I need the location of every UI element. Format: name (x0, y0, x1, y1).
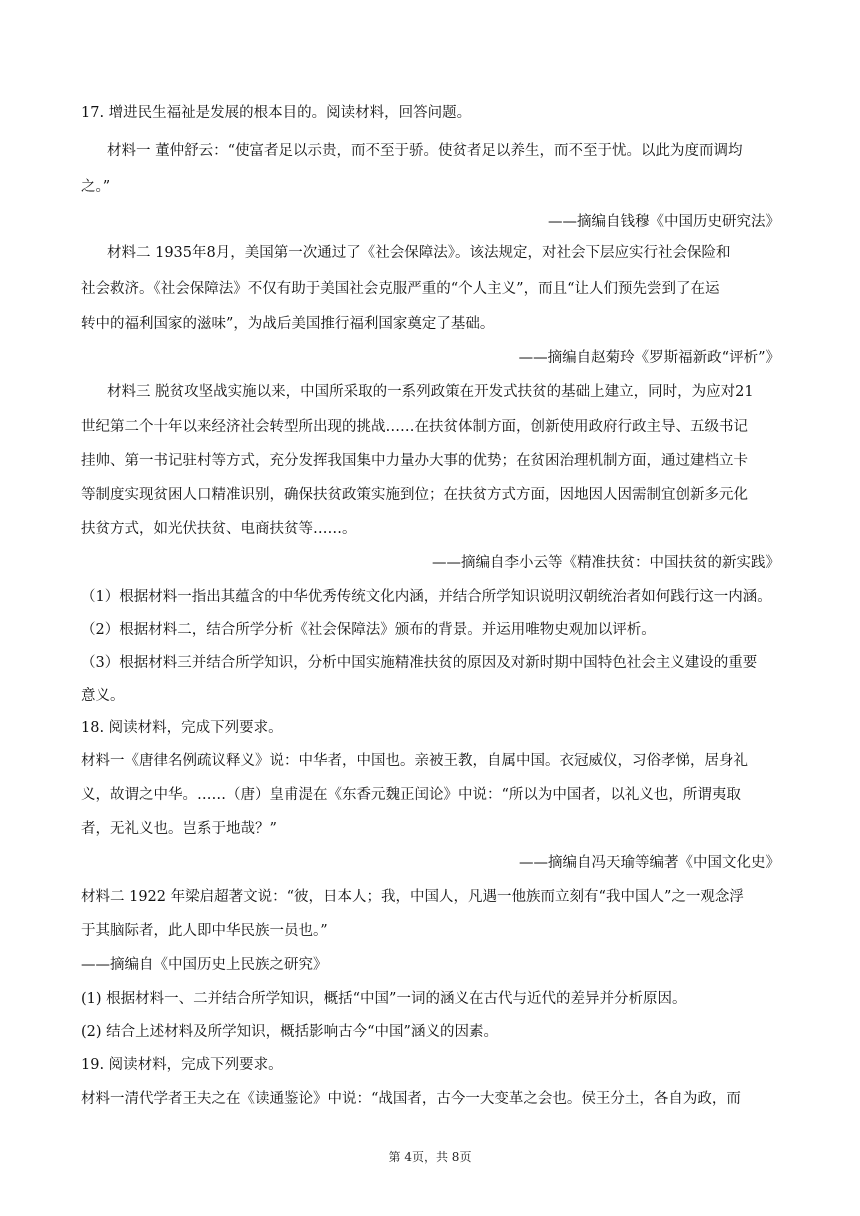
q18-stem: 18. 阅读材料，完成下列要求。 (81, 720, 283, 736)
q17-material2-line3: 转中的福利国家的滋味”，为战后美国推行福利国家奠定了基础。 (81, 316, 495, 332)
q17-stem: 17. 增进民生福祉是发展的根本目的。阅读材料，回答问题。 (81, 105, 472, 121)
q19-stem: 19. 阅读材料，完成下列要求。 (81, 1057, 283, 1073)
q18-material2-line1: 材料二 1922 年梁启超著文说：“彼，日本人；我，中国人，凡遇一他族而立刻有“我中国人”之一观念浮 (81, 889, 744, 905)
q17-material1-source: ——摘编自钱穆《中国历史研究法》 (548, 214, 780, 230)
q17-subquestion-2: （2）根据材料二，结合所学分析《社会保障法》颁布的背景。并运用唯物史观加以评析。 (81, 622, 656, 638)
q17-material2-source: ——摘编自赵菊玲《罗斯福新政“评析”》 (518, 350, 780, 366)
q17-material3-line1: 材料三 脱贫攻坚战实施以来，中国所采取的一系列政策在开发式扶贫的基础上建立，同时，为应对21 (107, 384, 754, 400)
q18-material2-source: ——摘编自《中国历史上民族之研究》 (81, 957, 328, 973)
q18-subquestion-1: (1) 根据材料一、二并结合所学知识，概括“中国”一词的涵义在古代与近代的差异并分析原因。 (81, 991, 687, 1007)
q18-material1-line2: 义，故谓之中华。……（唐）皇甫湜在《东香元魏正闰论》中说：“所以为中国者，以礼义也，所谓夷取 (81, 787, 741, 803)
q17-material3-line4: 等制度实现贫困人口精准识别，确保扶贫政策实施到位；在扶贫方式方面，因地因人因需制宜创新多元化 (81, 487, 748, 503)
q17-subquestion-1: （1）根据材料一指出其蕴含的中华优秀传统文化内涵，并结合所学知识说明汉朝统治者如何践行这一内涵。 (81, 589, 772, 605)
page-footer: 第 4页，共 8页 (388, 1150, 472, 1164)
q18-material1-source: ——摘编自冯天瑜等编著《中国文化史》 (519, 855, 780, 871)
q17-material2-line1: 材料二 1935年8月，美国第一次通过了《社会保障法》。该法规定，对社会下层应实行社会保险和 (107, 245, 731, 261)
q19-material1-line1: 材料一清代学者王夫之在《读通鉴论》中说：“战国者，古今一大变革之会也。侯王分土，各自为政，而 (81, 1091, 741, 1107)
q17-subquestion-3-line2: 意义。 (81, 688, 125, 704)
q17-material1-line2: 之。” (81, 179, 111, 195)
q18-material1-line1: 材料一《唐律名例疏议释义》说：中华者，中国也。亲被王教，自属中国。衣冠威仪，习俗孝悌，居身礼 (81, 753, 748, 769)
q17-material3-source: ——摘编自李小云等《精准扶贫：中国扶贫的新实践》 (432, 555, 780, 571)
q18-subquestion-2: (2) 结合上述材料及所学知识，概括影响古今“中国”涵义的因素。 (81, 1024, 498, 1040)
q17-material2-line2: 社会救济。《社会保障法》不仅有助于美国社会克服严重的“个人主义”，而且“让人们预先尝到了在运 (81, 281, 720, 297)
q18-material2-line2: 于其脑际者，此人即中华民族一员也。” (81, 923, 328, 939)
q18-material1-line3: 者，无礼义也。岂系于地哉？” (81, 821, 277, 837)
q17-subquestion-3-line1: （3）根据材料三并结合所学知识，分析中国实施精准扶贫的原因及对新时期中国特色社会主义建设的重要 (81, 655, 758, 671)
q17-material3-line3: 挂帅、第一书记驻村等方式，充分发挥我国集中力量办大事的优势；在贫困治理机制方面，通过建档立卡 (81, 453, 748, 469)
q17-material3-line5: 扶贫方式，如光伏扶贫、电商扶贫等……。 (81, 521, 357, 537)
q17-material1-line1: 材料一 董仲舒云：“使富者足以示贵，而不至于骄。使贫者足以养生，而不至于忧。以此为度而调均 (107, 143, 743, 159)
q17-material3-line2: 世纪第二个十年以来经济社会转型所出现的挑战……在扶贫体制方面，创新使用政府行政主导、五级书记 (81, 419, 748, 435)
